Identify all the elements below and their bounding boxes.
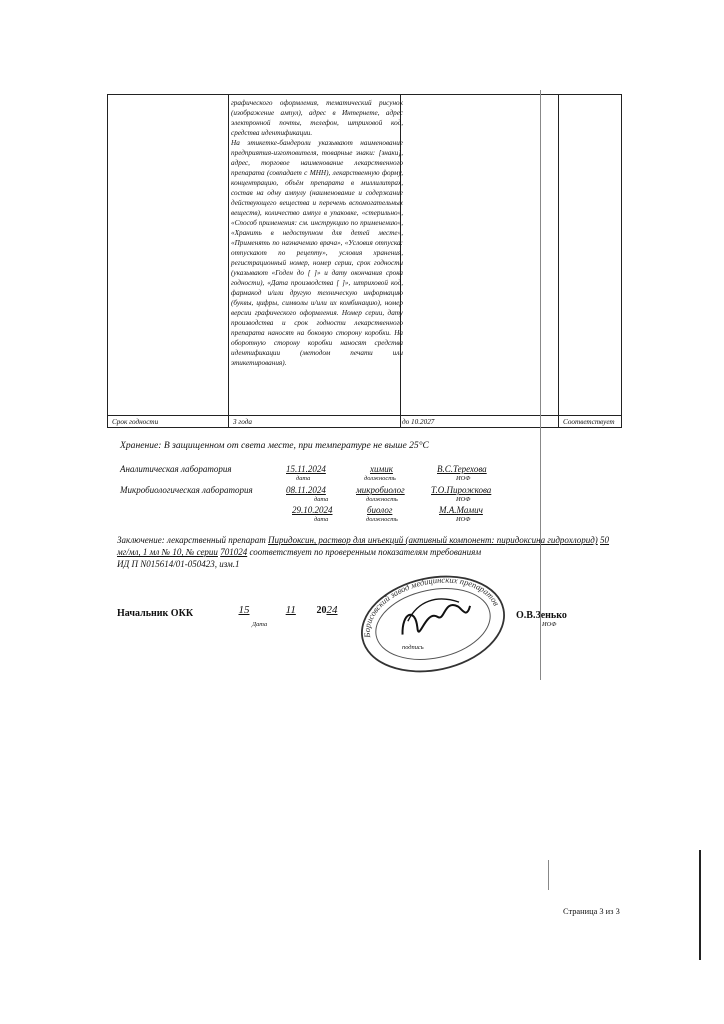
conclusion-lead: Заключение: лекарственный препарат	[117, 535, 266, 545]
result-cell: до 10.2027	[402, 418, 435, 426]
lab-position: химик	[370, 464, 393, 474]
conclusion-text	[117, 534, 622, 570]
lab-person: М.А.Мамич	[439, 505, 483, 515]
lab-date: 15.11.2024	[286, 464, 326, 474]
table-row-divider	[108, 415, 621, 416]
date-caption: дата	[314, 516, 329, 523]
scan-line	[548, 860, 549, 890]
head-date-year-prefix: 20	[316, 605, 327, 616]
conclusion-dose: 50 мг/мл, 1 мл № 10, № серии	[117, 535, 610, 557]
lab-person: Т.О.Пирожкова	[431, 485, 492, 495]
person-caption: ИОФ	[456, 516, 471, 523]
head-name: О.В.Зенько	[516, 610, 567, 621]
date-caption: дата	[314, 496, 329, 503]
lab-date: 08.11.2024	[286, 485, 326, 495]
stamp-text: Борисовский завод медицинских препаратов	[361, 574, 502, 639]
head-title: Начальник ОКК	[117, 608, 194, 619]
packaging-description	[231, 98, 403, 368]
scan-line	[699, 850, 701, 960]
date-caption: Дата	[252, 621, 268, 628]
lab-date: 29.10.2024	[292, 505, 333, 515]
head-date-day: 15	[238, 604, 250, 616]
person-caption: ИОФ	[456, 475, 471, 482]
page-number: Страница 3 из 3	[563, 907, 620, 916]
lab-person: В.С.Терехова	[437, 464, 487, 474]
description-paragraph: На этикетке-бандероли указывают наименование предприятия-изготовителя, товарные знаки: [знаки], адрес, торговое наименование лекарственного препарата (совпадает с МНН), лекарственную форму, концентрацию, объём препарата в миллилитрах, состав на одну ампулу (наименование и содержание действующего вещества и перечень вспомогательных веществ), количество ампул в упаковке, «стерильно», «Способ применения: см. инструкцию по применению», «Хранить в недоступном для детей месте», «Применять по назначению врача», «Условия отпуска: отпускают по рецепту», условия хранения, регистрационный номер, номер серии, срок годности (указывают «Годен до [ ]» и дату окончания срока годности), «Дата производства [ ]», штриховой код, фармакод и/или другую техническую информацию (буквы, цифры, символы и/или их комбинацию), номер версии графического оформления. Номер серии, дату производства и срок годности лекарственного препарата наносят на боковую сторону коробки. На оборотную сторону коробки наносят средства идентификации (методом печати или этикетирования).	[231, 139, 403, 367]
position-caption: должность	[366, 496, 398, 503]
description-paragraph: графического оформления, тематический рисунок (изображение ампул), адрес в Интернете, адрес электронной почты, телефон, штриховой код, средства идентификации.	[231, 99, 403, 137]
lab-name: Аналитическая лаборатория	[120, 464, 232, 474]
storage-conditions: Хранение: В защищенном от света месте, при температуре не выше 25°С	[120, 440, 429, 451]
signature-caption: подпись	[402, 644, 424, 651]
conclusion-cell: Соответствует	[563, 418, 615, 426]
spec-table	[107, 94, 622, 428]
head-date-month: 11	[285, 604, 296, 616]
date-caption: дата	[296, 475, 311, 482]
conclusion-drug: Пиридоксин, раствор для инъекций (активный компонент: пиридоксина гидрохлорид)	[268, 535, 598, 545]
table-col-divider	[228, 95, 229, 427]
conclusion-series: 701024	[220, 547, 248, 557]
position-caption: должность	[366, 516, 398, 523]
head-date-year: 24	[326, 604, 338, 616]
norm-cell: 3 года	[233, 418, 252, 426]
round-stamp	[353, 568, 513, 680]
lab-position: микробиолог	[356, 485, 405, 495]
head-date	[223, 604, 338, 616]
conclusion-compliance: соответствует по проверенным показателям требованиям	[249, 547, 482, 557]
lab-name: Микробиологическая лаборатория	[120, 485, 253, 495]
position-caption: должность	[364, 475, 396, 482]
indicator-cell: Срок годности	[112, 418, 159, 426]
scan-line	[540, 90, 541, 680]
table-col-divider	[558, 95, 559, 427]
lab-position: биолог	[367, 505, 393, 515]
conclusion-document: ИД П N015614/01-050423, изм.1	[117, 559, 240, 569]
person-caption: ИОФ	[542, 621, 557, 628]
person-caption: ИОФ	[456, 496, 471, 503]
